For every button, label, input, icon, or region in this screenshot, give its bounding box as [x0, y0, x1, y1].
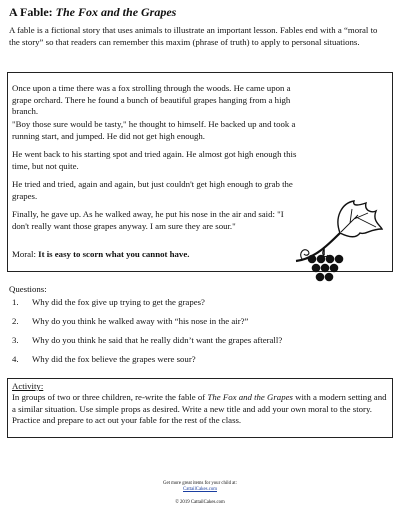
story-paragraph: He went back to his starting spot and tried again. He almost got high enough this time, but not quite.: [12, 149, 297, 171]
footer-copyright: © 2019 CattailCakes.com: [175, 500, 225, 505]
footer-promo: Get more great items for your child at:: [163, 481, 237, 486]
footer-link-line: [0, 487, 400, 493]
activity-text-end: with a modern setting and a similar situation. Use simple props as desired. Write a new title and add your own moral to the story. Practice and prepare to act out your fable for the rest of the class.: [12, 392, 387, 425]
title-prefix: A Fable:: [9, 5, 56, 19]
grape-vine-icon: [294, 199, 390, 283]
page-title: [9, 5, 176, 20]
activity-text: [12, 392, 388, 427]
activity-heading: Activity:: [12, 381, 44, 391]
question-text: Why do you think he said that he really didn’t want the grapes afterall?: [32, 335, 283, 345]
question-text: Why do you think he walked away with “his nose in the air?”: [32, 316, 249, 326]
footer-link[interactable]: CattailCakes.com: [183, 487, 217, 492]
question-number: 2.: [12, 316, 19, 326]
story-paragraph: "Boy those sure would be tasty," he thought to himself. He backed up and took a running start, and jumped. He did not get high enough.: [12, 119, 296, 141]
story-box: [7, 72, 393, 272]
activity-box: [7, 378, 393, 438]
question-text: Why did the fox give up trying to get the grapes?: [32, 297, 205, 307]
activity-fable-title: The Fox and the Grapes: [207, 392, 293, 402]
question-item: [9, 333, 389, 352]
story-paragraph: Once upon a time there was a fox strolling through the woods. He came upon a grape orchard. There he found a bunch of beautiful grapes hanging from a high branch.: [12, 83, 291, 116]
question-number: 3.: [12, 335, 19, 345]
question-number: 4.: [12, 354, 19, 364]
questions-section: [9, 284, 389, 371]
moral-label: Moral:: [12, 249, 39, 259]
question-item: [9, 352, 389, 371]
activity-text-start: In groups of two or three children, re-write the fable of: [12, 392, 208, 402]
question-text: Why did the fox believe the grapes were sour?: [32, 354, 196, 364]
question-item: [9, 295, 389, 314]
intro-paragraph: A fable is a fictional story that uses animals to illustrate an important lesson. Fables end with a “moral to the story” so that readers can remember this maxim (phrase of truth) to apply to personal situations.: [9, 25, 378, 47]
questions-heading: Questions:: [9, 284, 47, 294]
title-emphasis: The Fox and the Grapes: [55, 5, 177, 19]
moral-text: It is easy to scorn what you cannot have.: [38, 249, 190, 259]
question-number: 1.: [12, 297, 19, 307]
moral-line: [12, 249, 302, 261]
story-paragraph: He tried and tried, again and again, but just couldn't get high enough to grab the grapes.: [12, 179, 293, 201]
story-paragraph: Finally, he gave up. As he walked away, he put his nose in the air and said: "I don't really want those grapes anyway. I am sure they are sour.": [12, 209, 284, 231]
question-item: [9, 314, 389, 333]
